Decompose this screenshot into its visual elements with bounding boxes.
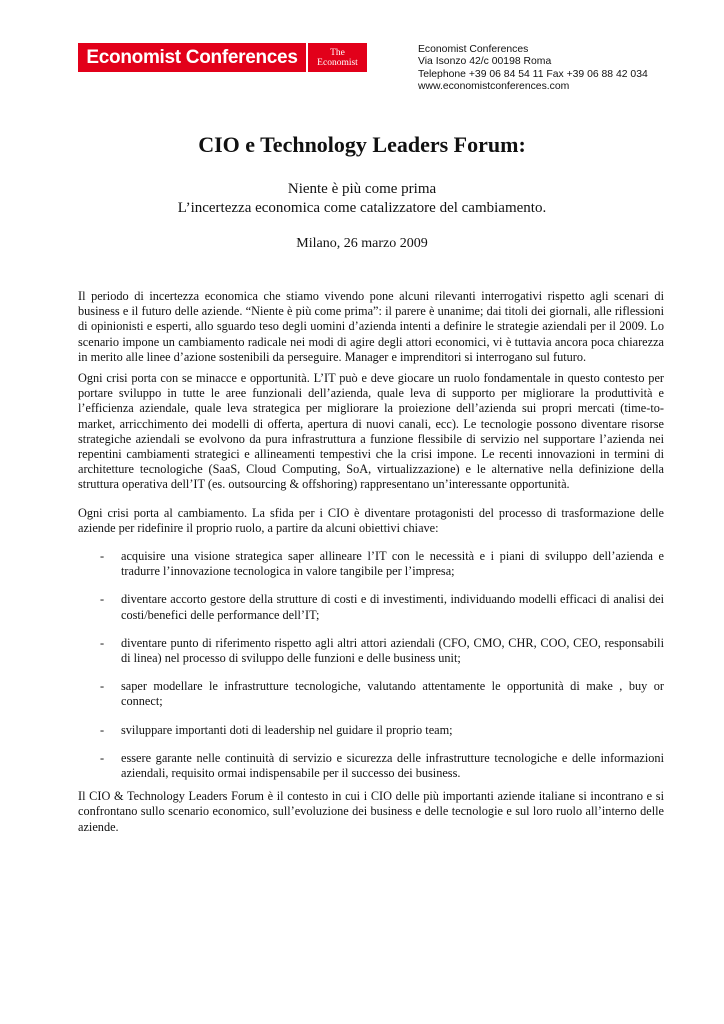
bullet-marker: - xyxy=(100,722,105,737)
logo-text: Economist Conferences xyxy=(86,46,298,68)
list-item-text: diventare punto di riferimento rispetto agli altri attori aziendali (CFO, CMO, CHR, COO, CEO, responsabili di linea) nel processo di sviluppo delle funzioni e delle business unit; xyxy=(121,635,664,666)
contact-block xyxy=(418,44,648,94)
paragraph-opportunities: Ogni crisi porta con se minacce e opportunità. L’IT può e deve giocare un ruolo fondamentale in questo contesto per portare sviluppo in tutte le aree funzionali dell’azienda, quale leva di supporto per migliorare la produttività e l’efficienza aziendale, quale leva strategica per migliorare la proiezione dell’azienda sui propri mercati (time-to-market, arricchimento dei modelli di offerta, apertura di nuovi canali, ecc). Le tecnologie possono diventare risorse strategiche aziendali se evolvono da pura infrastruttura a funzione flessibile di servizio nel supportare l’azienda nei repentini cambiamenti strategici e allineamenti tempestivi che la crisi impone. Le recenti innovazioni in termini di architetture tecnologiche (SaaS, Cloud Computing, SoA, virtualizzazione) e le alternative nella definizione della struttura operativa dell’IT (es. outsourcing & offshoring) rappresentano un’interessante opportunità. xyxy=(78,371,664,492)
bullet-marker: - xyxy=(100,592,105,607)
objectives-list xyxy=(78,549,664,781)
logo-badge-line2: Economist xyxy=(317,57,358,68)
bullet-marker: - xyxy=(100,679,105,694)
list-item xyxy=(78,751,664,781)
document-body xyxy=(78,289,664,841)
list-item-text: diventare accorto gestore della strutture di costi e di investimenti, individuando modelli efficaci di analisi dei costi/benefici delle performance dell’IT; xyxy=(121,592,664,622)
document-date: Milano, 26 marzo 2009 xyxy=(296,236,428,251)
economist-conferences-logo xyxy=(78,43,367,72)
list-item-text: essere garante nelle continuità di servizio e sicurezza delle infrastrutture tecnologiche e delle informazioni aziendali, requisito ormai indispensabile per il successo dei business. xyxy=(121,750,664,781)
bullet-marker: - xyxy=(100,635,105,650)
contact-website[interactable]: www.economistconferences.com xyxy=(418,81,570,93)
list-item xyxy=(78,636,664,666)
list-item-text: sviluppare importanti doti di leadership nel guidare il proprio team; xyxy=(121,722,453,737)
list-item xyxy=(78,723,664,738)
paragraph-intro: Il periodo di incertezza economica che stiamo vivendo pone alcuni rilevanti interrogativi rispetto agli scenari di business e il futuro delle aziende. “Niente è più come prima”: il parere è unanime; dai titoli dei giornali, alle riflessioni di opinionisti e esperti, allo sguardo teso degli uomini d’azienda intenti a definire le strategie aziendali per il 2009. Lo scenario impone un cambiamento radicale nei modi di agire degli attori economici, vi è tuttavia ancora poca chiarezza in merito alle linee d’azione sostenibili da perseguire. Manager e imprenditori si interrogano sul futuro. xyxy=(78,289,664,364)
list-item xyxy=(78,679,664,709)
contact-phone: Telephone +39 06 84 54 11 Fax +39 06 88 42 034 xyxy=(418,68,648,80)
list-item-text: saper modellare le infrastrutture tecnologiche, valutando attentamente le opportunità di make , buy or connect; xyxy=(121,679,664,709)
paragraph-challenge: Ogni crisi porta al cambiamento. La sfida per i CIO è diventare protagonisti del processo di trasformazione delle aziende per ridefinire il proprio ruolo, a partire da alcuni obiettivi chiave: xyxy=(78,505,664,535)
subtitle-line-2: L’incertezza economica come catalizzatore del cambiamento. xyxy=(177,200,547,216)
paragraph-closing: Il CIO & Technology Leaders Forum è il contesto in cui i CIO delle più importanti aziende italiane si incontrano e si confrontano sullo scenario economico, sull’evoluzione dei business e delle tecnologie e sul loro ruolo all’interno delle aziende. xyxy=(78,789,664,834)
document-subtitle xyxy=(0,180,724,218)
the-economist-badge xyxy=(308,43,367,72)
document-title: CIO e Technology Leaders Forum: xyxy=(198,132,526,157)
bullet-marker: - xyxy=(100,750,105,765)
list-item-text: acquisire una visione strategica saper allineare l’IT con le necessità e i piani di sviluppo dell’azienda e tradurre l’innovazione tecnologica in valore tangibile per l’impresa; xyxy=(121,549,664,579)
contact-address: Via Isonzo 42/c 00198 Roma xyxy=(418,56,552,68)
logo-badge-line1: The xyxy=(330,47,345,58)
list-item xyxy=(78,592,664,622)
contact-name: Economist Conferences xyxy=(418,44,529,55)
list-item xyxy=(78,549,664,579)
subtitle-line-1: Niente è più come prima xyxy=(287,181,437,197)
bullet-marker: - xyxy=(100,549,105,564)
